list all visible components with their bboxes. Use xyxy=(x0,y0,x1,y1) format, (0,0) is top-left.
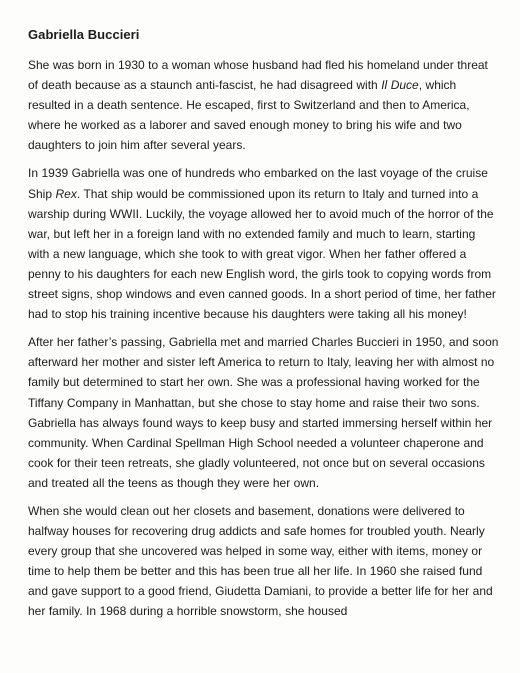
paragraph-4-text: When she would clean out her closets and basement, donations were delivered to halfway houses for recovering drug addicts and safe homes for troubled youth. Nearly every group that she uncovered was helped in some way, either with items, money or time to help them be better and this has been true all her life. In 1960 she raised fund and gave support to a good friend, Giudetta Damiani, to provide a better life for her and her family. In 1968 during a horrible snowstorm, she housed xyxy=(28,503,493,619)
paragraph-2-italic-rex: Rex xyxy=(55,186,77,201)
paragraph-1-text-a: She was born in 1930 to a woman whose husband had fled his homeland under threat of death because as a staunch anti-fascist, he had disagreed with xyxy=(28,58,488,93)
paragraph-4 xyxy=(28,501,500,622)
paragraph-3 xyxy=(28,332,500,493)
paragraph-1-text-b: , which resulted in a death sentence. He escaped, first to Switzerland and then to America, where he worked as a laborer and saved enough money to bring his wife and two daughters to join him after several years. xyxy=(28,78,470,153)
paragraph-2-text-a: In 1939 Gabriella was one of hundreds who embarked on the last voyage of the cruise Ship xyxy=(28,166,488,201)
paragraph-3-text: After her father’s passing, Gabriella met and married Charles Buccieri in 1950, and soon afterward her mother and sister left America to return to Italy, leaving her with almost no family but determined to start her own. She was a professional having worked for the Tiffany Company in Manhattan, but she chose to stay home and raise their two sons. Gabriella has always found ways to keep busy and started immersing herself within her community. When Cardinal Spellman High School needed a volunteer chaperone and cook for their teen retreats, she gladly volunteered, not once but on several occasions and treated all the teens as though they were her own. xyxy=(28,335,499,490)
paragraph-2-text-b: . That ship would be commissioned upon its return to Italy and turned into a warship during WWII. Luckily, the voyage allowed her to avoid much of the horror of the war, but left her in a foreign land with no extended family and much to learn, starting with a new language, which she took to with great vigor. When her father offered a penny to his daughters for each new English word, the girls took to copying words from street signs, shop windows and even canned goods. In a short period of time, her father had to stop his training incentive because his daughters were taking all his money! xyxy=(28,186,496,322)
paragraph-2 xyxy=(28,163,500,324)
document-title: Gabriella Buccieri xyxy=(28,27,140,42)
paragraph-1-italic-il-duce: Il Duce xyxy=(381,78,419,93)
paragraph-1 xyxy=(28,55,500,155)
